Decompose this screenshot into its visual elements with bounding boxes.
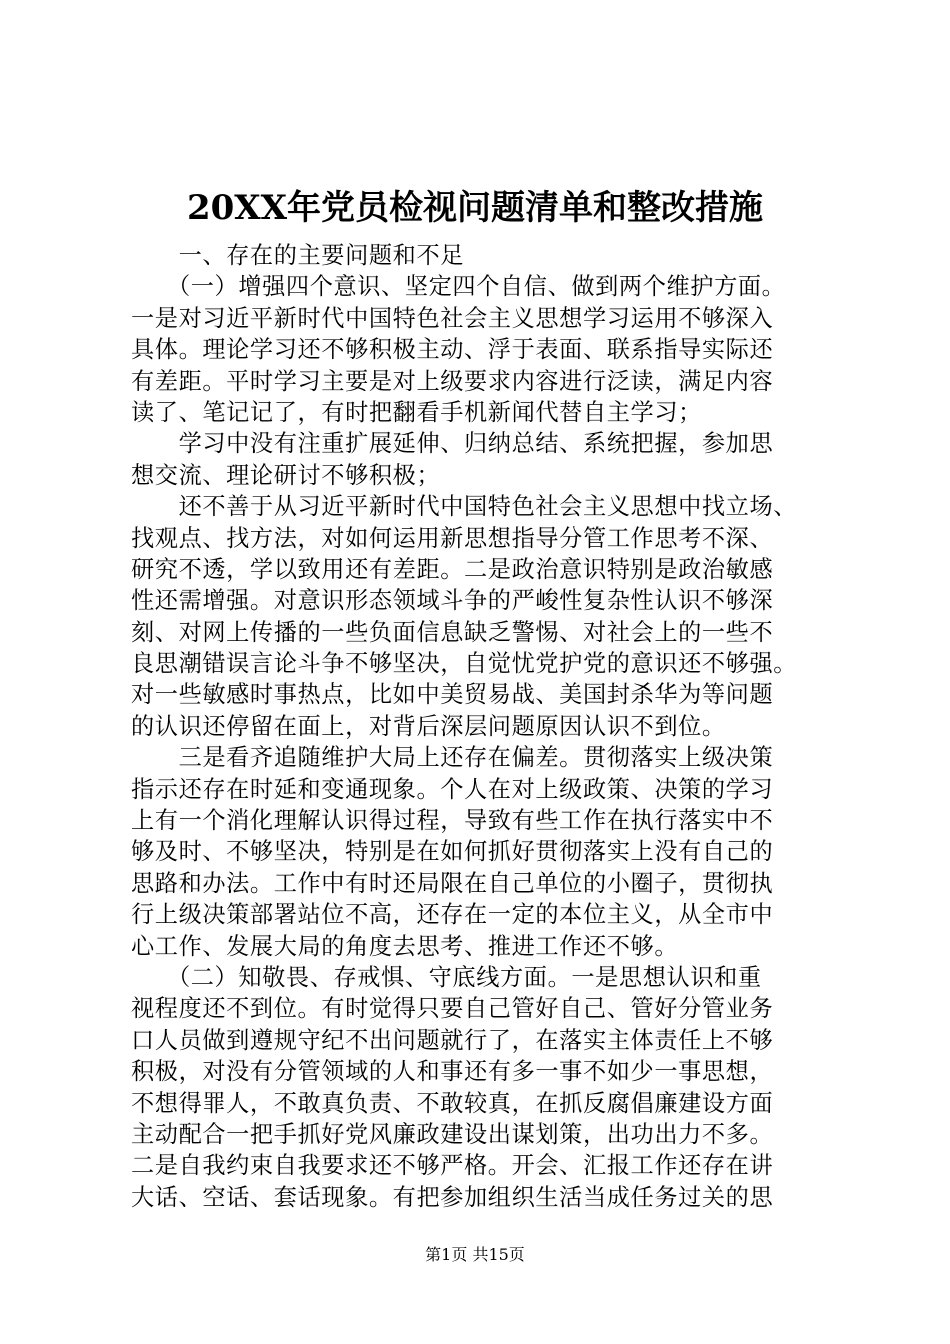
text-line: 不想得罪人，不敢真负责、不敢较真，在抓反腐倡廉建设方面 xyxy=(131,1089,774,1117)
text-line: 还不善于从习近平新时代中国特色社会主义思想中找立场、 xyxy=(131,493,798,521)
text-line: 指示还存在时延和变通现象。个人在对上级政策、决策的学习 xyxy=(131,775,774,803)
text-line: 行上级决策部署站位不高，还存在一定的本位主义，从全市中 xyxy=(131,901,774,929)
text-line: 够及时、不够坚决，特别是在如何抓好贯彻落实上没有自己的 xyxy=(131,838,774,866)
text-line: 三是看齐追随维护大局上还存在偏差。贯彻落实上级决策 xyxy=(131,744,774,772)
text-line: 找观点、找方法，对如何运用新思想指导分管工作思考不深、 xyxy=(131,524,774,552)
text-line: （一）增强四个意识、坚定四个自信、做到两个维护方面。 xyxy=(131,273,786,301)
text-line: 有差距。平时学习主要是对上级要求内容进行泛读，满足内容 xyxy=(131,367,774,395)
text-line: 的认识还停留在面上，对背后深层问题原因认识不到位。 xyxy=(131,712,726,740)
text-line: 口人员做到遵规守纪不出问题就行了，在落实主体责任上不够 xyxy=(131,1026,774,1054)
text-line: 学习中没有注重扩展延伸、归纳总结、系统把握，参加思 xyxy=(131,430,774,458)
text-line: 刻、对网上传播的一些负面信息缺乏警惕、对社会上的一些不 xyxy=(131,618,774,646)
text-line: 一是对习近平新时代中国特色社会主义思想学习运用不够深入 xyxy=(131,304,774,332)
text-line: 上有一个消化理解认识得过程，导致有些工作在执行落实中不 xyxy=(131,807,774,835)
text-line: 主动配合一把手抓好党风廉政建设出谋划策，出功出力不多。 xyxy=(131,1120,774,1148)
text-line: 视程度还不到位。有时觉得只要自己管好自己、管好分管业务 xyxy=(131,995,774,1023)
text-line: 良思潮错误言论斗争不够坚决，自觉忧党护党的意识还不够强。 xyxy=(131,650,798,678)
text-line: 具体。理论学习还不够积极主动、浮于表面、联系指导实际还 xyxy=(131,336,774,364)
page-footer: 第1页 共15页 xyxy=(425,1245,525,1264)
text-line: 想交流、理论研讨不够积极； xyxy=(131,461,441,489)
text-line: 一、存在的主要问题和不足 xyxy=(131,242,465,269)
document-body xyxy=(131,240,851,1213)
text-line: （二）知敬畏、存戒惧、守底线方面。一是思想认识和重 xyxy=(131,963,762,991)
text-line: 心工作、发展大局的角度去思考、推进工作还不够。 xyxy=(131,932,679,960)
document-title: 20XX年党员检视问题清单和整改措施 xyxy=(186,188,764,228)
text-line: 思路和办法。工作中有时还局限在自己单位的小圈子，贯彻执 xyxy=(131,869,774,897)
text-line: 积极，对没有分管领域的人和事还有多一事不如少一事思想， xyxy=(131,1058,774,1086)
text-line: 读了、笔记记了，有时把翻看手机新闻代替自主学习； xyxy=(131,398,702,426)
text-line: 研究不透，学以致用还有差距。二是政治意识特别是政治敏感 xyxy=(131,555,774,583)
text-line: 二是自我约束自我要求还不够严格。开会、汇报工作还存在讲 xyxy=(131,1152,774,1180)
text-line: 对一些敏感时事热点，比如中美贸易战、美国封杀华为等问题 xyxy=(131,681,774,709)
text-line: 大话、空话、套话现象。有把参加组织生活当成任务过关的思 xyxy=(131,1183,774,1211)
text-line: 性还需增强。对意识形态领域斗争的严峻性复杂性认识不够深 xyxy=(131,587,774,615)
